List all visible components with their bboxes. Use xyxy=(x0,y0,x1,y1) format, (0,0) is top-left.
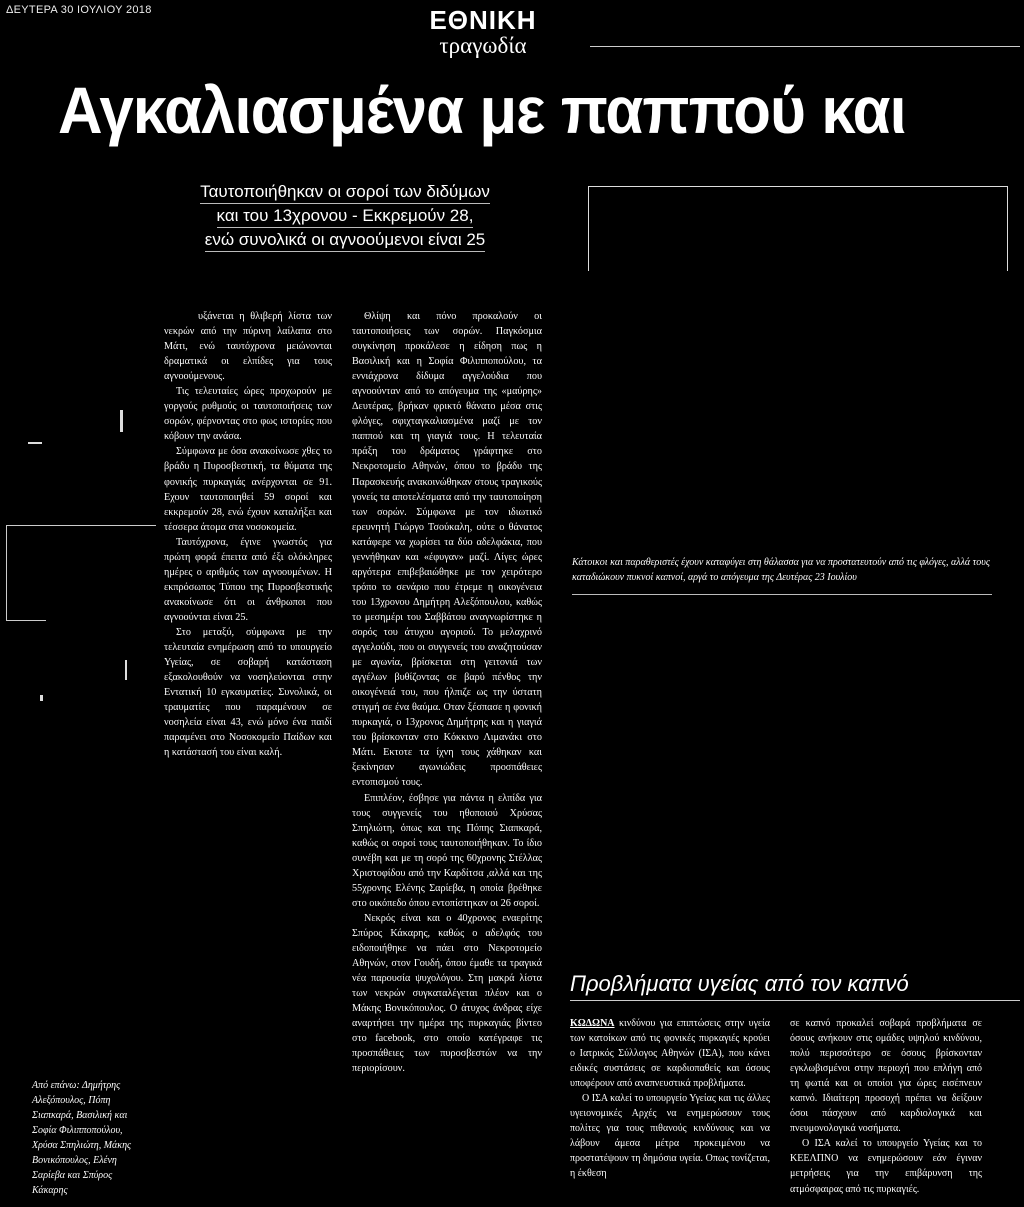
headline: Αγκαλιασμένα με παππού και xyxy=(58,73,906,147)
sidebar-paragraph: σε καπνό προκαλεί σοβαρά προβλήματα σε όσους ανήκουν στις ομάδες υψηλού κινδύνου, πολύ περισσότερο σε όσους βρίσκονταν εγκλωβισμένοι στην περιοχή που επλήγη από τη φωτιά και οι οποίοι για ώρες εισέπνευν καπνό. Ιδιαίτερη προσοχή πρέπει να δείξουν όσοι πάσχουν από καρδιολογικά και πνευμονολογικά νοσήματα. xyxy=(790,1018,982,1135)
sidebar-title: Προβλήματα υγείας από τον καπνό xyxy=(570,970,1020,1001)
subheadline-line: Ταυτοποιήθηκαν οι σοροί των διδύμων xyxy=(200,180,490,204)
article-paragraph: Επιπλέον, έσβησε για πάντα η ελπίδα για τους συγγενείς του ηθοποιού Χρύσας Σπηλιώτη, όπως και της Πόπης Σιαπκαρά, καθώς οι σοροί τους ταυτοποιήθηκαν. Το ίδιο συνέβη και με τη σορό της 60χρονης Στέλλας Χριστοφίδου από την Καρδίτσα ,αλλά και της 55χρονης Ελένης Σαρίεβα, η οποία βρέθηκε στο οικόπεδο όπου εντοπίστηκαν οι 26 σοροί. xyxy=(352,792,542,909)
sidebar-paragraph: Ο ΙΣΑ καλεί το υπουργείο Υγείας και τις άλλες υγειονομικές Αρχές να ενημερώσουν τους πολίτες για τους πιθανούς κινδύνους και να λάβουν άμεσα μέτρα προκειμένου να προστατέψουν τη δημόσια υγεία. Οπως τονίζεται, η έκθεση xyxy=(570,1093,770,1180)
sidebar-paragraph xyxy=(570,1016,770,1091)
section-header xyxy=(428,6,538,58)
portraits-caption: Από επάνω: Δημήτρης Αλεξόπουλος, Πόπη Σιαπκαρά, Βασιλική και Σοφία Φιλιπποπούλου, Χρύσα Σπηλιώτη, Μάκης Βονικόπουλος, Ελένη Σαρίεβα και Σπύρος Κάκαρης xyxy=(32,1080,132,1196)
sidebar-paragraph: Ο ΙΣΑ καλεί το υπουργείο Υγείας και το ΚΕΕΛΠΝΟ να ενημερώσουν εάν έγιναν μετρήσεις για την επιβάρυνση της ατμόσφαιρας από τις πυρκαγιές. xyxy=(790,1138,982,1195)
caption-rule xyxy=(572,594,992,595)
section-subtitle: τραγωδία xyxy=(439,33,527,58)
article-paragraph: Ταυτόχρονα, έγινε γνωστός για πρώτη φορά έπειτα από έξι ολόκληρες ημέρες ο αριθμός των αγνοουμένων. Η εκπρόσωπος Τύπου της Πυροσβεστικής ανακοίνωσε ότι οι άνθρωποι που αγνοούνται είναι 25. xyxy=(164,536,332,623)
article-column-1 xyxy=(164,309,332,760)
subheadline-line: ενώ συνολικά οι αγνοούμενοι είναι 25 xyxy=(205,228,486,252)
sidebar-column-2 xyxy=(790,1016,982,1197)
article-paragraph: Τις τελευταίες ώρες προχωρούν με γοργούς ρυθμούς οι ταυτοποιήσεις των σορών, φέρνοντας στο φως ιστορίες που κόβουν την ανάσα. xyxy=(164,386,332,443)
sidebar-keyword: ΚΩΔΩΝΑ xyxy=(570,1018,615,1029)
photo-caption: Κάτοικοι και παραθεριστές έχουν καταφύγει στη θάλασσα για να προστατευτούν από τις φλόγες, αλλά τους καταδιώκουν πυκνοί καπνοί, αργά το απόγευμα της Δευτέρας 23 Ιουλίου xyxy=(572,557,990,583)
header-rule xyxy=(590,46,1020,47)
issue-date: ΔΕΥΤΕΡΑ 30 ΙΟΥΛΙΟΥ 2018 xyxy=(6,4,152,16)
sidebar-column-1 xyxy=(570,1016,770,1182)
photo-strip xyxy=(0,300,160,1080)
article-paragraph: Νεκρός είναι και ο 40χρονος εναερίτης Σπύρος Κάκαρης, καθώς ο αδελφός του ειδοποιήθηκε να πάει στο Νεκροτομείο Αθηνών, στον Γουδή, όπου έμαθε τα τραγικά νέα παρουσία ψυχολόγου. Στη μακρά λίστα των νεκρών συγκαταλέγεται πλέον και ο Μάκης Βονικόπουλος. Ο άτυχος άνδρας είχε αναρτήσει την ημέρα της πυρκαγιάς βίντεο στο facebook, στο οποίο κατέγραφε τις προσπάθειες των πυροσβεστών να την περιορίσουν. xyxy=(352,912,542,1075)
article-paragraph: Σύμφωνα με όσα ανακοίνωσε χθες το βράδυ η Πυροσβεστική, τα θύματα της φονικής πυρκαγιάς ανέρχονται σε 91. Εχουν ταυτοποιηθεί 59 σοροί και εκκρεμούν 28, ενώ έχουν καταλήξει και τέσσερα άτομα στα νοσοκομεία. xyxy=(164,446,332,533)
subheadline-line: και του 13χρονου - Εκκρεμούν 28, xyxy=(217,204,474,228)
article-paragraph: Θλίψη και πόνο προκαλούν οι ταυτοποιήσεις των σορών. Παγκόσμια συγκίνηση προκάλεσε η είδηση πως η Βασιλική και η Σοφία Φιλιπποπούλου, τα εννιάχρονα δίδυμα αγγελούδια που αγνοούνταν από το απόγευμα της «μαύρης» Δευτέρας, βρήκαν φρικτό θάνατο μέσα στις φλόγες, σφιχταγκαλιασμένα μαζί με τον παππού και τη γιαγιά τους. Η τελευταία πράξη του δράματος γράφτηκε στο Νεκροτομείο Αθηνών, όπου το βράδυ της Παρασκευής ανακοινώθηκαν στους τραγικούς γονείς τα αποτελέσματα από την ταυτοποίηση των σορών. Σύμφωνα με τον ιδιωτικό ερευνητή Γιώργο Τσούκαλη, ούτε ο θάνατος κατάφερε να χωρίσει τα δύο αδελφάκια, που γεννήθηκαν και «έφυγαν» μαζί. Λίγες ώρες αργότερα επιβεβαιώθηκε με τον χειρότερο τρόπο το σενάριο που έτρεμε η οικογένεια του 13χρονου Δημήτρη Αλεξόπουλου, καθώς το μεσημέρι του Σαββάτου αναγνωρίστηκε η σορός του άτυχου αγοριού. Το μελαχρινό αγγελούδι, που οι συγγενείς του αναζητούσαν με αγωνία, βρίσκεται στη γειτονιά των αγγέλων βυθίζοντας σε βαρύ πένθος την οικογένειά του, που ήλπιζε ως την ύστατη στιγμή σε ένα θαύμα. Οταν ξέσπασε η φονική πυρκαγιά, ο 13χρονος Δημήτρης και η γιαγιά του βρίσκονταν στο Κόκκινο Λιμανάκι στο Μάτι. Εκτοτε τα ίχνη τους χάθηκαν και ξεκίνησαν αγωνιώδεις προσπάθειες εντοπισμού τους. xyxy=(352,311,542,789)
article-paragraph: υξάνεται η θλιβερή λίστα των νεκρών από την πύρινη λαίλαπα στο Μάτι, ενώ ταυτόχρονα μειώνονται δραματικά οι ελπίδες για τους αγνοούμενους. xyxy=(164,311,332,383)
section-title: ΕΘΝΙΚΗ xyxy=(429,5,537,35)
article-column-2 xyxy=(352,309,542,1076)
subheadline xyxy=(175,180,515,252)
article-paragraph: Στο μεταξύ, σύμφωνα με την τελευταία ενημέρωση από το υπουργείο Υγείας, σε σοβαρή κατάσταση εξακολουθούν να νοσηλεύονται στην Εντατική 10 εγκαυματίες. Συνολικά, οι τραυματίες που παραμένουν σε νοσηλεία είναι 43, ενώ μόνο ένα παιδί παραμένει στο Νοσοκομείο Παίδων και η κατάστασή του είναι καλή. xyxy=(164,626,332,759)
photo-frame xyxy=(588,186,1008,271)
sidebar-text: κινδύνου για επιπτώσεις στην υγεία των κατοίκων από τις φονικές πυρκαγιές κρούει ο Ιατρικός Σύλλογος Αθηνών (ΙΣΑ), που κάνει ειδικές συστάσεις σε καρδιοπαθείς και όσους υποφέρουν από αναπνευστικά προβλήματα. xyxy=(570,1018,770,1090)
